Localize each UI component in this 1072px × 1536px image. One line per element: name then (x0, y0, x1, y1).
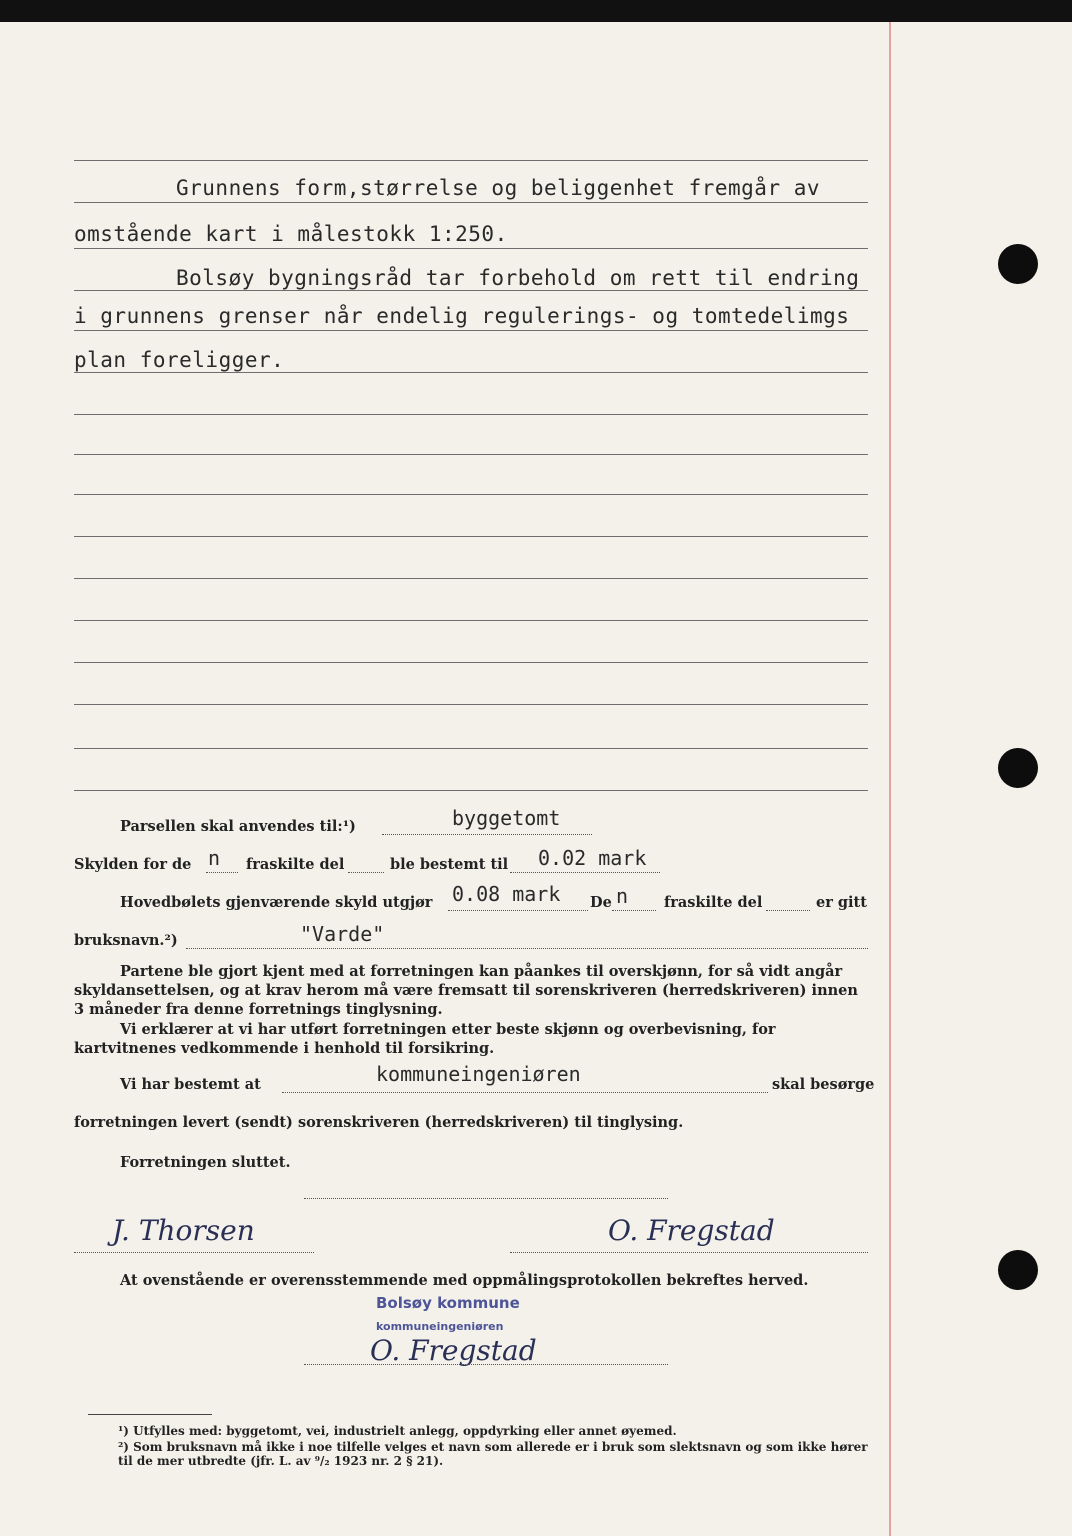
fill-dots (510, 872, 660, 873)
paragraph-overskjonn: Partene ble gjort kjent med at forretningen kan påankes til overskjønn, for så vidt angår skyldansettelsen, og at krav herom må være fremsatt til sorenskriveren (herredskriveren) innen 3 måneder fra denne forretnings tinglysning. (74, 963, 858, 1018)
punch-hole-icon (998, 748, 1038, 788)
besorge-label: skal besørge (772, 1076, 875, 1093)
sluttet-text: Forretningen sluttet. (120, 1154, 291, 1171)
signature-right: O. Fregstad (608, 1214, 775, 1247)
stamp-office: kommuneingeniøren (376, 1320, 504, 1333)
skyld-label: ble bestemt til (390, 856, 509, 873)
fill-dots (282, 1092, 768, 1093)
fill-dots (206, 872, 238, 873)
hoved-suffix: n (616, 884, 629, 908)
margin-line (889, 22, 891, 1536)
ruled-line (74, 662, 868, 663)
bestemt-value: kommuneingeniøren (376, 1062, 581, 1086)
fill-dots (348, 872, 384, 873)
hoved-label: er gitt (816, 894, 867, 911)
bruksnavn-value: "Varde" (300, 922, 385, 946)
skyld-value: 0.02 mark (538, 846, 647, 870)
fill-dots (186, 948, 868, 949)
bekreftes-text: At ovenstående er overensstemmende med oppmålingsprotokollen bekreftes herved. (120, 1272, 809, 1289)
typed-line: i grunnens grenser når endelig regulerings- og tomtedelimgs (74, 304, 850, 328)
signature-line (304, 1364, 668, 1365)
hoved-value: 0.08 mark (452, 882, 561, 906)
skyld-label: Skylden for de (74, 856, 192, 873)
fill-dots (382, 834, 592, 835)
ruled-line (74, 290, 868, 291)
ruled-line (74, 748, 868, 749)
fill-dots (448, 910, 588, 911)
footnote-1: ¹) Utfylles med: byggetomt, vei, industrielt anlegg, oppdyrking eller annet øyemed. (118, 1424, 677, 1438)
typed-line: omstående kart i målestokk 1:250. (74, 222, 508, 246)
signature-line (510, 1252, 868, 1253)
stamp-municipality: Bolsøy kommune (376, 1294, 520, 1312)
punch-hole-icon (998, 244, 1038, 284)
ruled-line (74, 620, 868, 621)
fill-dots (766, 910, 810, 911)
ruled-line (74, 202, 868, 203)
footnote-rule (88, 1414, 212, 1415)
ruled-line (74, 704, 868, 705)
ruled-line (74, 454, 868, 455)
hoved-label: fraskilte del (664, 894, 763, 911)
typed-line: Grunnens form,størrelse og beliggenhet fremgår av (176, 176, 821, 200)
fill-dots (612, 910, 656, 911)
ruled-line (74, 248, 868, 249)
ruled-line (74, 372, 868, 373)
hoved-label: De (590, 894, 612, 911)
typed-line: Bolsøy bygningsråd tar forbehold om rett til endring (176, 266, 860, 290)
anvendes-value: byggetomt (452, 806, 561, 830)
ruled-line (74, 578, 868, 579)
typed-line: plan foreligger. (74, 348, 285, 372)
signature-line (304, 1198, 668, 1199)
bruksnavn-label: bruksnavn.²) (74, 932, 178, 949)
bestemt-label: Vi har bestemt at (120, 1076, 261, 1093)
ruled-line (74, 414, 868, 415)
punch-hole-icon (998, 1250, 1038, 1290)
paragraph-erklaering: Vi erklærer at vi har utført forretningen etter beste skjønn og overbevisning, for kartvitnenes vedkommende i henhold til forsikring. (74, 1021, 776, 1057)
footnote-2: ²) Som bruksnavn må ikke i noe tilfelle velges et navn som allerede er i bruk som slektsnavn og som ikke hører til de mer utbredte (jfr. L. av ⁹/₂ 1923 nr. 2 § 21). (118, 1440, 868, 1468)
signature-line (74, 1252, 314, 1253)
levert-text: forretningen levert (sendt) sorenskriveren (herredskriveren) til tinglysing. (74, 1114, 684, 1131)
hoved-label: Hovedbølets gjenværende skyld utgjør (120, 894, 433, 911)
top-rule (74, 160, 868, 161)
ruled-line (74, 536, 868, 537)
ruled-line (74, 494, 868, 495)
ruled-line (74, 330, 868, 331)
skyld-suffix: n (208, 846, 221, 870)
skyld-label: fraskilte del (246, 856, 345, 873)
ruled-line (74, 790, 868, 791)
signature-bottom: O. Fregstad (370, 1334, 537, 1367)
scan-top-edge (0, 0, 1072, 22)
anvendes-label: Parsellen skal anvendes til:¹) (120, 818, 356, 835)
signature-left: J. Thorsen (112, 1214, 255, 1247)
